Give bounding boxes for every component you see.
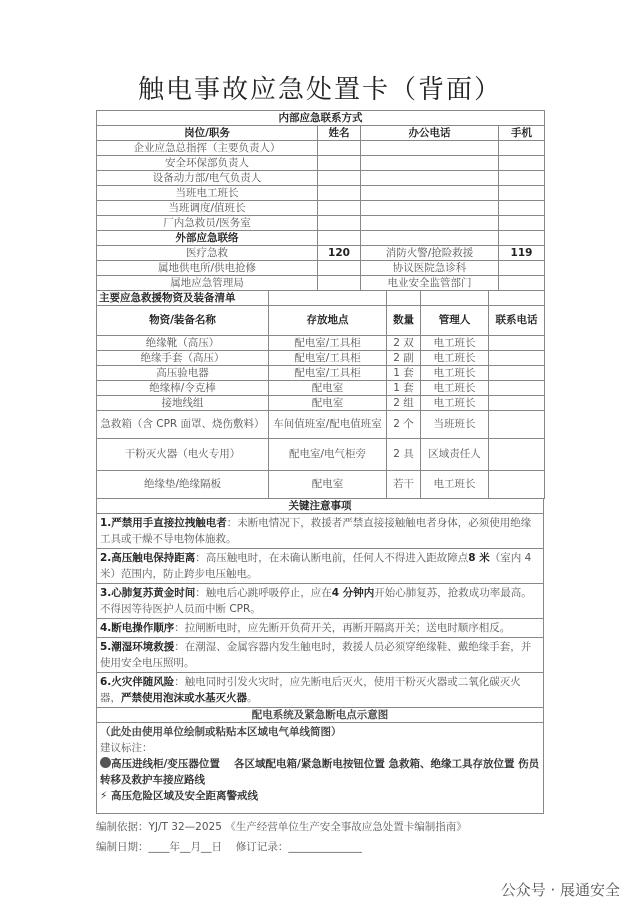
empty-cell — [499, 231, 545, 246]
note-t2: 开始心肺复苏，抢救成功率最高。不得因等待医护人员而中断 CPR。 — [100, 587, 532, 615]
equipment-cell: 配电室/工具柜 — [269, 336, 387, 351]
equipment-cell — [489, 411, 545, 439]
equipment-cell: 1 套 — [387, 381, 421, 396]
office-phone-cell — [361, 141, 499, 156]
table-row — [97, 411, 545, 439]
column-header: 姓名 — [318, 126, 361, 141]
equipment-cell: 配电室 — [269, 396, 387, 411]
equipment-cell: 配电室 — [269, 381, 387, 396]
table-row — [97, 156, 545, 171]
external-contact-cell — [499, 276, 545, 291]
note-head: 1.严禁用手直接拉拽触电者 — [100, 517, 227, 529]
equipment-cell: 2 双 — [387, 336, 421, 351]
equipment-cell: 高压验电器 — [97, 366, 269, 381]
name-cell — [318, 201, 361, 216]
equipment-section-title: 主要应急救援物资及装备清单 — [97, 291, 269, 306]
office-phone-cell — [361, 216, 499, 231]
equipment-cell: 当班班长 — [421, 411, 489, 439]
equipment-cell: 绝缘靴（高压） — [97, 336, 269, 351]
note-item — [97, 584, 544, 619]
external-contact-cell: 120 — [318, 246, 361, 261]
name-cell — [318, 141, 361, 156]
mobile-cell — [499, 171, 545, 186]
equipment-cell — [489, 366, 545, 381]
equipment-cell: 电工班长 — [421, 396, 489, 411]
name-cell — [318, 216, 361, 231]
external-contact-cell: 医疗急救 — [97, 246, 318, 261]
table-row — [97, 216, 545, 231]
table-row — [97, 246, 545, 261]
note-head: 6.火灾伴随风险 — [100, 676, 175, 688]
external-contact-cell — [318, 276, 361, 291]
name-cell — [318, 171, 361, 186]
watermark: 公众号 · 展通安全 — [500, 881, 620, 899]
mobile-cell — [499, 156, 545, 171]
column-header: 办公电话 — [361, 126, 499, 141]
equipment-cell: 绝缘手套（高压） — [97, 351, 269, 366]
empty-cell — [489, 291, 545, 306]
post-cell: 厂内急救员/医务室 — [97, 216, 318, 231]
table-row — [97, 336, 545, 351]
page-title: 触电事故应急处置卡（背面） — [137, 75, 502, 105]
table-row — [97, 141, 545, 156]
empty-cell — [387, 291, 421, 306]
equipment-cell: 接地线组 — [97, 396, 269, 411]
note-b2: 8 米 — [468, 552, 490, 564]
table-row — [97, 381, 545, 396]
table-row — [97, 366, 545, 381]
note-t2: 。 — [247, 692, 258, 704]
equipment-cell: 干粉灭火器（电火专用） — [97, 439, 269, 471]
mobile-cell — [499, 201, 545, 216]
external-contact-cell: 电业安全监管部门 — [361, 276, 499, 291]
note-b2: 4 分钟内 — [331, 587, 375, 599]
note-t1: ：触电同时引发火灾时，应先断电后灭火，使用干粉灭火器或二氧化碳灭火器， — [100, 676, 521, 704]
office-phone-cell — [361, 171, 499, 186]
diagram-title: 配电系统及紧急断电点示意图 — [97, 708, 544, 723]
empty-cell — [421, 291, 489, 306]
equipment-cell: 2 副 — [387, 351, 421, 366]
equipment-cell: 电工班长 — [421, 351, 489, 366]
note-b2: 严禁使用泡沫或水基灭火器 — [121, 692, 247, 704]
table-row — [97, 396, 545, 411]
mobile-cell — [499, 216, 545, 231]
equipment-cell: 2 组 — [387, 396, 421, 411]
equipment-cell: 区域责任人 — [421, 439, 489, 471]
note-t1: ：触电后心跳呼吸停止，应在 — [195, 587, 332, 599]
note-item — [97, 673, 544, 708]
table-row — [97, 351, 545, 366]
equipment-cell — [489, 439, 545, 471]
contacts-table — [96, 110, 545, 291]
equipment-cell: 配电室/工具柜 — [269, 366, 387, 381]
equipment-cell: 电工班长 — [421, 366, 489, 381]
external-contact-cell: 消防火警/抢险救援 — [361, 246, 499, 261]
notes-title: 关键注意事项 — [97, 499, 544, 514]
equipment-cell: 配电室 — [269, 471, 387, 499]
note-head: 2.高压触电保持距离 — [100, 552, 196, 564]
note-t1: ：未断电情况下，救援者严禁直接接触触电者身体，必须使用绝缘工具或干燥不导电物体施救。 — [100, 517, 532, 545]
post-cell: 当班调度/值班长 — [97, 201, 318, 216]
table-row — [97, 171, 545, 186]
diagram-suggest: 建议标注： — [100, 742, 153, 754]
post-cell: 安全环保部负责人 — [97, 156, 318, 171]
equipment-cell: 配电室/工具柜 — [269, 351, 387, 366]
office-phone-cell — [361, 156, 499, 171]
column-header: 存放地点 — [269, 306, 387, 336]
equipment-cell: 绝缘垫/绝缘隔板 — [97, 471, 269, 499]
note-t2: （室内 4 米）范围内，防止跨步电压触电。 — [100, 552, 532, 580]
diagram-table — [96, 707, 544, 814]
note-item — [97, 514, 544, 549]
diagram-area — [97, 723, 544, 814]
diagram-hint: （此处由使用单位绘制或粘贴本区域电气单线简图） — [100, 726, 342, 738]
equipment-cell: 配电室/电气柜旁 — [269, 439, 387, 471]
equipment-cell — [489, 351, 545, 366]
note-item — [97, 619, 544, 638]
circle-icon — [100, 757, 111, 768]
legend-line-1: 高压进线柜/变压器位置 各区域配电箱/紧急断电按钮位置 急救箱、绝缘工具存放位置 伤员转移及救护车接应路线 — [100, 758, 540, 786]
external-contact-cell: 属地供电所/供电抢修 — [97, 261, 318, 276]
office-phone-cell — [361, 186, 499, 201]
equipment-cell: 车间值班室/配电值班室 — [269, 411, 387, 439]
table-row — [97, 276, 545, 291]
table-row — [97, 471, 545, 499]
equipment-cell — [489, 471, 545, 499]
note-head: 4.断电操作顺序 — [100, 622, 175, 634]
table-row — [97, 261, 545, 276]
column-header: 管理人 — [421, 306, 489, 336]
column-header: 数量 — [387, 306, 421, 336]
table-row — [97, 186, 545, 201]
equipment-cell: 1 套 — [387, 366, 421, 381]
column-header: 手机 — [499, 126, 545, 141]
equipment-cell: 电工班长 — [421, 471, 489, 499]
empty-cell — [269, 291, 387, 306]
mobile-cell — [499, 141, 545, 156]
column-header: 物资/装备名称 — [97, 306, 269, 336]
equipment-cell: 若干 — [387, 471, 421, 499]
note-head: 5.潮湿环境救援 — [100, 641, 175, 653]
external-contact-cell: 119 — [499, 246, 545, 261]
note-item — [97, 549, 544, 584]
equipment-cell: 急救箱（含 CPR 面罩、烧伤敷料） — [97, 411, 269, 439]
note-t1: ：在潮湿、金属容器内发生触电时，救援人员必须穿绝缘鞋、戴绝缘手套，并使用安全电压照明。 — [100, 641, 532, 669]
column-header: 岗位/职务 — [97, 126, 318, 141]
compile-date: 编制日期：____年__月__日 修订记录：______________ — [96, 841, 362, 853]
equipment-cell: 绝缘棒/令克棒 — [97, 381, 269, 396]
external-section-title: 外部应急联络 — [97, 231, 318, 246]
legend-line-2: ⚡ 高压危险区域及安全距离警戒线 — [100, 790, 259, 802]
notes-table — [96, 498, 544, 708]
column-header: 联系电话 — [489, 306, 545, 336]
equipment-cell: 电工班长 — [421, 381, 489, 396]
equipment-cell: 2 个 — [387, 411, 421, 439]
equipment-cell: 电工班长 — [421, 336, 489, 351]
equipment-cell: 2 具 — [387, 439, 421, 471]
name-cell — [318, 186, 361, 201]
equipment-cell — [489, 336, 545, 351]
name-cell — [318, 156, 361, 171]
equipment-cell — [489, 396, 545, 411]
note-t1: ：高压触电时，在未确认断电前，任何人不得进入距故障点 — [195, 552, 469, 564]
mobile-cell — [499, 186, 545, 201]
card-body — [96, 110, 544, 914]
external-contact-cell: 属地应急管理局 — [97, 276, 318, 291]
note-t1: ：拉闸断电时，应先断开负荷开关，再断开隔离开关；送电时顺序相反。 — [174, 622, 511, 634]
office-phone-cell — [361, 201, 499, 216]
table-row — [97, 201, 545, 216]
empty-cell — [318, 231, 361, 246]
external-contact-cell — [499, 261, 545, 276]
external-contact-cell — [318, 261, 361, 276]
post-cell: 企业应急总指挥（主要负责人） — [97, 141, 318, 156]
table-row — [97, 439, 545, 471]
contacts-section-title: 内部应急联系方式 — [97, 111, 545, 126]
empty-cell — [361, 231, 499, 246]
equipment-table — [96, 290, 545, 499]
equipment-cell — [489, 381, 545, 396]
compile-basis: 编制依据：YJ/T 32—2025 《生产经营单位生产安全事故应急处置卡编制指南》 — [96, 821, 467, 833]
post-cell: 设备动力部/电气负责人 — [97, 171, 318, 186]
post-cell: 当班电工班长 — [97, 186, 318, 201]
note-item — [97, 638, 544, 673]
note-head: 3.心肺复苏黄金时间 — [100, 587, 196, 599]
external-contact-cell: 协议医院急诊科 — [361, 261, 499, 276]
